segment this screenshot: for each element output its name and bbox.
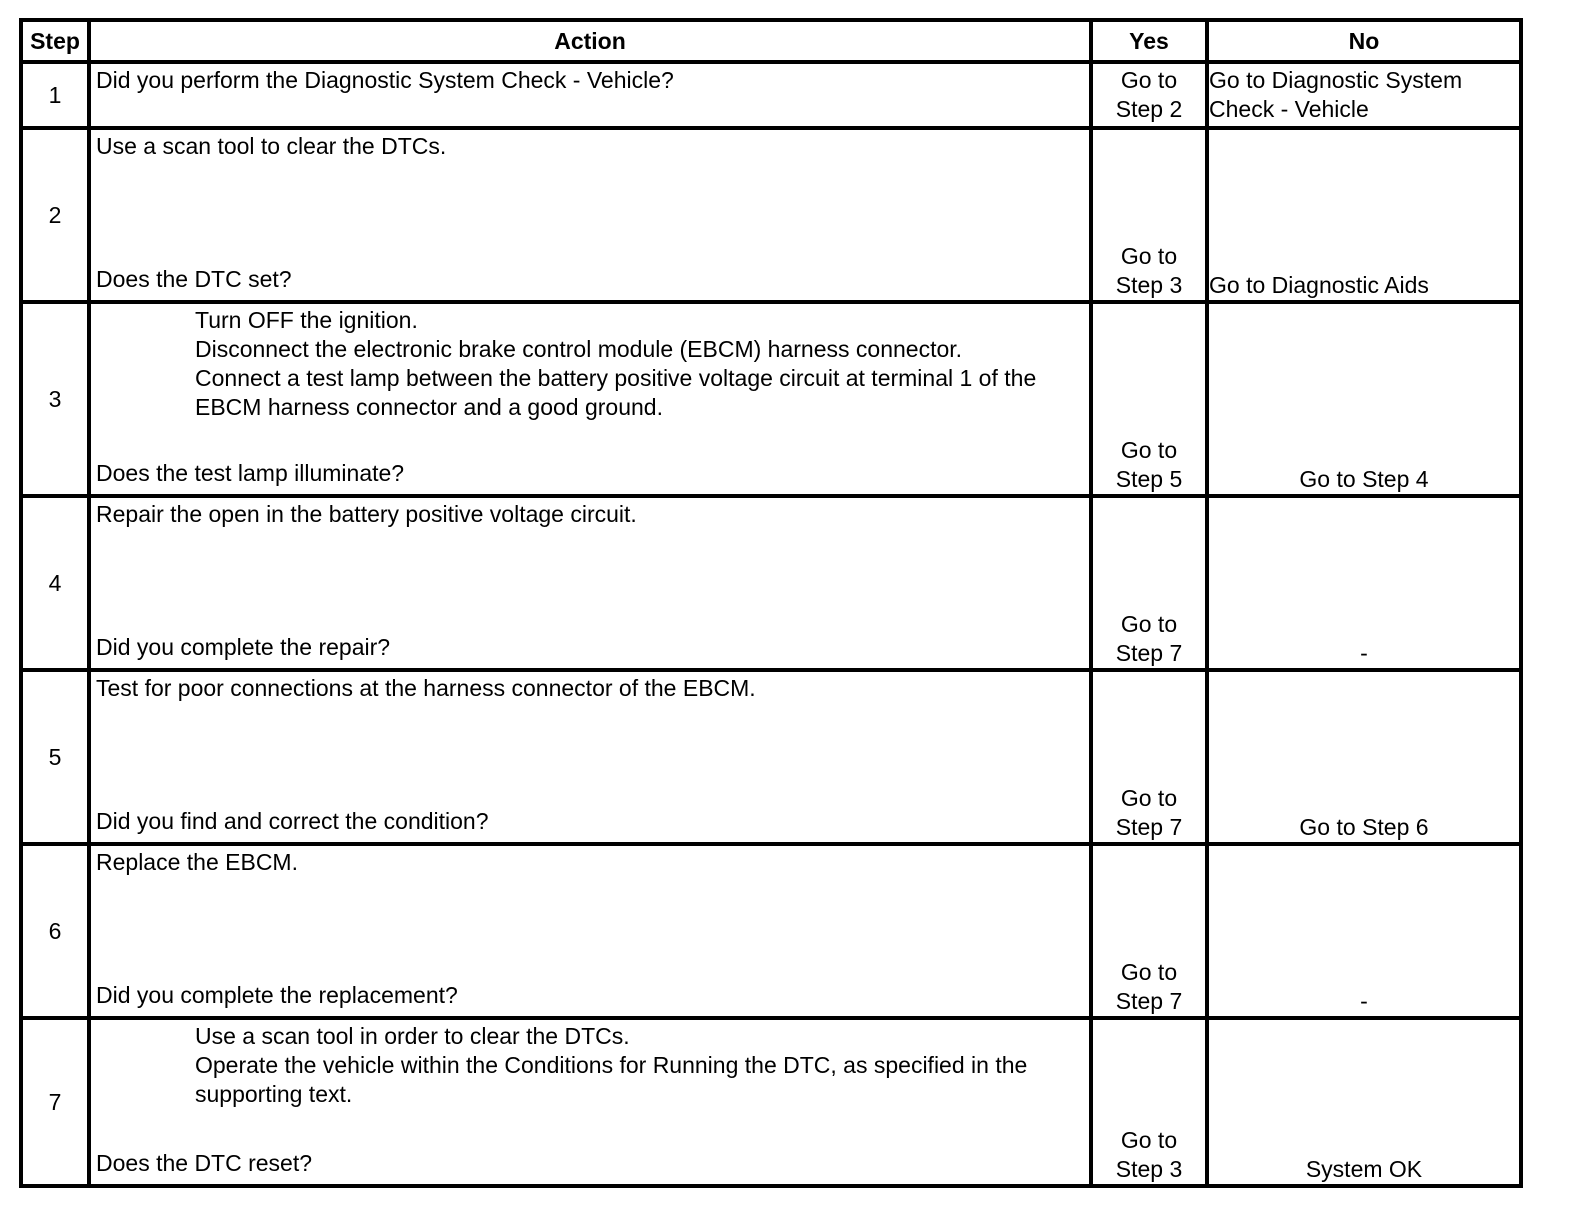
no-result: Go to Step 6 (1207, 670, 1521, 844)
action-cell (89, 670, 1091, 844)
action-instruction: Replace the EBCM. (96, 849, 298, 875)
step-number: 6 (21, 844, 89, 1018)
yes-result: Go to Step 7 (1091, 844, 1207, 1018)
action-instruction: Test for poor connections at the harness connector of the EBCM. (96, 675, 756, 701)
step-number: 4 (21, 496, 89, 670)
yes-result: Go to Step 7 (1091, 670, 1207, 844)
yes-result: Go to Step 3 (1091, 128, 1207, 302)
header-yes: Yes (1091, 20, 1207, 62)
yes-result: Go to Step 2 (1091, 62, 1207, 128)
header-step: Step (21, 20, 89, 62)
table-body (21, 62, 1521, 1186)
action-question: Does the test lamp illuminate? (96, 460, 405, 486)
header-action: Action (89, 20, 1091, 62)
header-row (21, 20, 1521, 62)
step-number: 2 (21, 128, 89, 302)
yes-result: Go to Step 5 (1091, 302, 1207, 496)
no-result: - (1207, 496, 1521, 670)
action-cell (89, 1018, 1091, 1186)
yes-result: Go to Step 3 (1091, 1018, 1207, 1186)
instruction-item: Operate the vehicle within the Conditions for Running the DTC, as specified in the supporting text. (195, 1052, 1028, 1107)
table-row (21, 1018, 1521, 1186)
instruction-item: Turn OFF the ignition. (195, 307, 418, 333)
action-cell (89, 128, 1091, 302)
table-row (21, 496, 1521, 670)
table-row (21, 844, 1521, 1018)
action-instruction: Repair the open in the battery positive voltage circuit. (96, 501, 637, 527)
instruction-item: Disconnect the electronic brake control module (EBCM) harness connector. (195, 336, 963, 362)
action-question: Did you complete the repair? (96, 634, 391, 660)
action-question: Does the DTC reset? (96, 1150, 313, 1176)
instruction-item: Use a scan tool in order to clear the DTCs. (195, 1023, 630, 1049)
table-row (21, 128, 1521, 302)
table-row (21, 670, 1521, 844)
table-row (21, 302, 1521, 496)
action-cell (89, 496, 1091, 670)
header-no: No (1207, 20, 1521, 62)
action-cell (89, 302, 1091, 496)
step-number: 7 (21, 1018, 89, 1186)
no-result: - (1207, 844, 1521, 1018)
action-instruction: Did you perform the Diagnostic System Check - Vehicle? (96, 67, 674, 93)
instruction-list (96, 306, 1083, 422)
step-number: 1 (21, 62, 89, 128)
action-question: Did you find and correct the condition? (96, 808, 489, 834)
action-instruction: Use a scan tool to clear the DTCs. (96, 133, 447, 159)
yes-result: Go to Step 7 (1091, 496, 1207, 670)
instruction-list (96, 1022, 1083, 1109)
action-cell (89, 844, 1091, 1018)
no-result: Go to Diagnostic System Check - Vehicle (1207, 62, 1521, 128)
action-cell (89, 62, 1091, 128)
no-result: Go to Step 4 (1207, 302, 1521, 496)
table-row (21, 62, 1521, 128)
action-question: Does the DTC set? (96, 266, 292, 292)
diagnostic-table (19, 18, 1523, 1188)
no-result: System OK (1207, 1018, 1521, 1186)
step-number: 5 (21, 670, 89, 844)
action-question: Did you complete the replacement? (96, 982, 458, 1008)
no-result: Go to Diagnostic Aids (1207, 128, 1521, 302)
instruction-item: Connect a test lamp between the battery positive voltage circuit at terminal 1 of the EBCM harness connector and a good ground. (195, 365, 1037, 420)
step-number: 3 (21, 302, 89, 496)
